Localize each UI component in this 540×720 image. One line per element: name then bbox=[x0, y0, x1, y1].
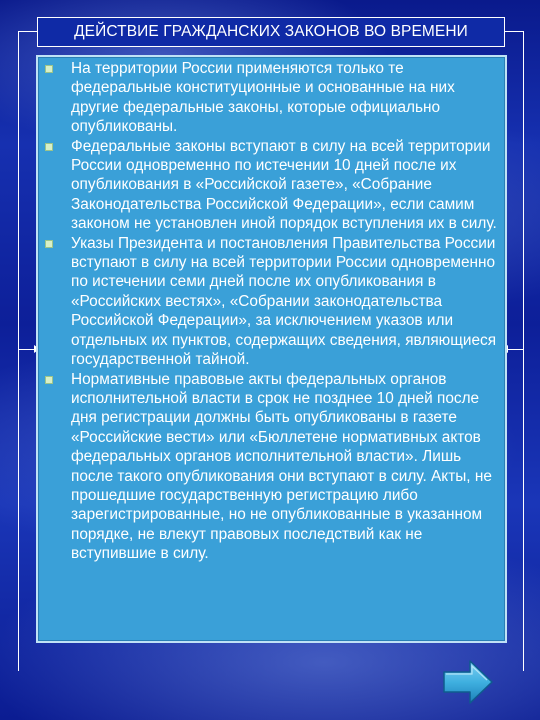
bullet-square-icon bbox=[45, 240, 53, 248]
list-item-text: Указы Президента и постановления Правительства России вступают в силу на всей территории России одновременно по истечении семи дней после их опубликования в «Российских вестях», «Собрании законодательства Российской Федерации», за исключением указов или отдельных их пунктов, содержащих сведения, являющиеся государственной тайной. bbox=[71, 234, 497, 369]
bullet-square-icon bbox=[45, 143, 53, 151]
list-item-text: Нормативные правовые акты федеральных органов исполнительной власти в срок не позднее 10 дней после дня регистрации должны быть опубликованы в газете «Российские вести» или «Бюллетене нормативных актов федеральных органов исполнительной власти». Лишь после такого опубликования они вступают в силу. Акты, не прошедшие государственную регистрацию либо зарегистрированные, но не опубликованные в указанном порядке, не влекут правовых последствий как не вступившие в силу. bbox=[71, 370, 492, 563]
arrow-right-icon bbox=[440, 658, 496, 706]
frame-line-right-tick bbox=[507, 349, 524, 350]
frame-line-right-vertical bbox=[523, 31, 524, 671]
frame-line-left-tick bbox=[18, 349, 35, 350]
next-slide-button[interactable] bbox=[440, 658, 496, 706]
title-box bbox=[37, 17, 505, 47]
list-item bbox=[44, 137, 499, 234]
list-item bbox=[44, 234, 499, 370]
bullet-square-icon bbox=[45, 376, 53, 384]
frame-line-top-right bbox=[505, 31, 524, 32]
list-item-text: Федеральные законы вступают в силу на всей территории России одновременно по истечении 10 дней после их опубликования в «Российской газете», «Собрание Законодательства Российской Федерации», если самим законом не установлен иной порядок вступления их в силу. bbox=[71, 137, 497, 233]
list-item-text: На территории России применяются только те федеральные конституционные и основанные на них другие федеральные законы, которые официально опубликованы. bbox=[71, 60, 455, 136]
bullet-list bbox=[44, 59, 499, 564]
page-title: ДЕЙСТВИЕ ГРАЖДАНСКИХ ЗАКОНОВ ВО ВРЕМЕНИ bbox=[74, 23, 468, 40]
list-item bbox=[44, 370, 499, 564]
content-panel bbox=[36, 55, 507, 643]
frame-line-left-vertical bbox=[18, 31, 19, 671]
frame-line-top-left bbox=[18, 31, 37, 32]
list-item bbox=[44, 59, 499, 137]
bullet-square-icon bbox=[45, 65, 53, 73]
